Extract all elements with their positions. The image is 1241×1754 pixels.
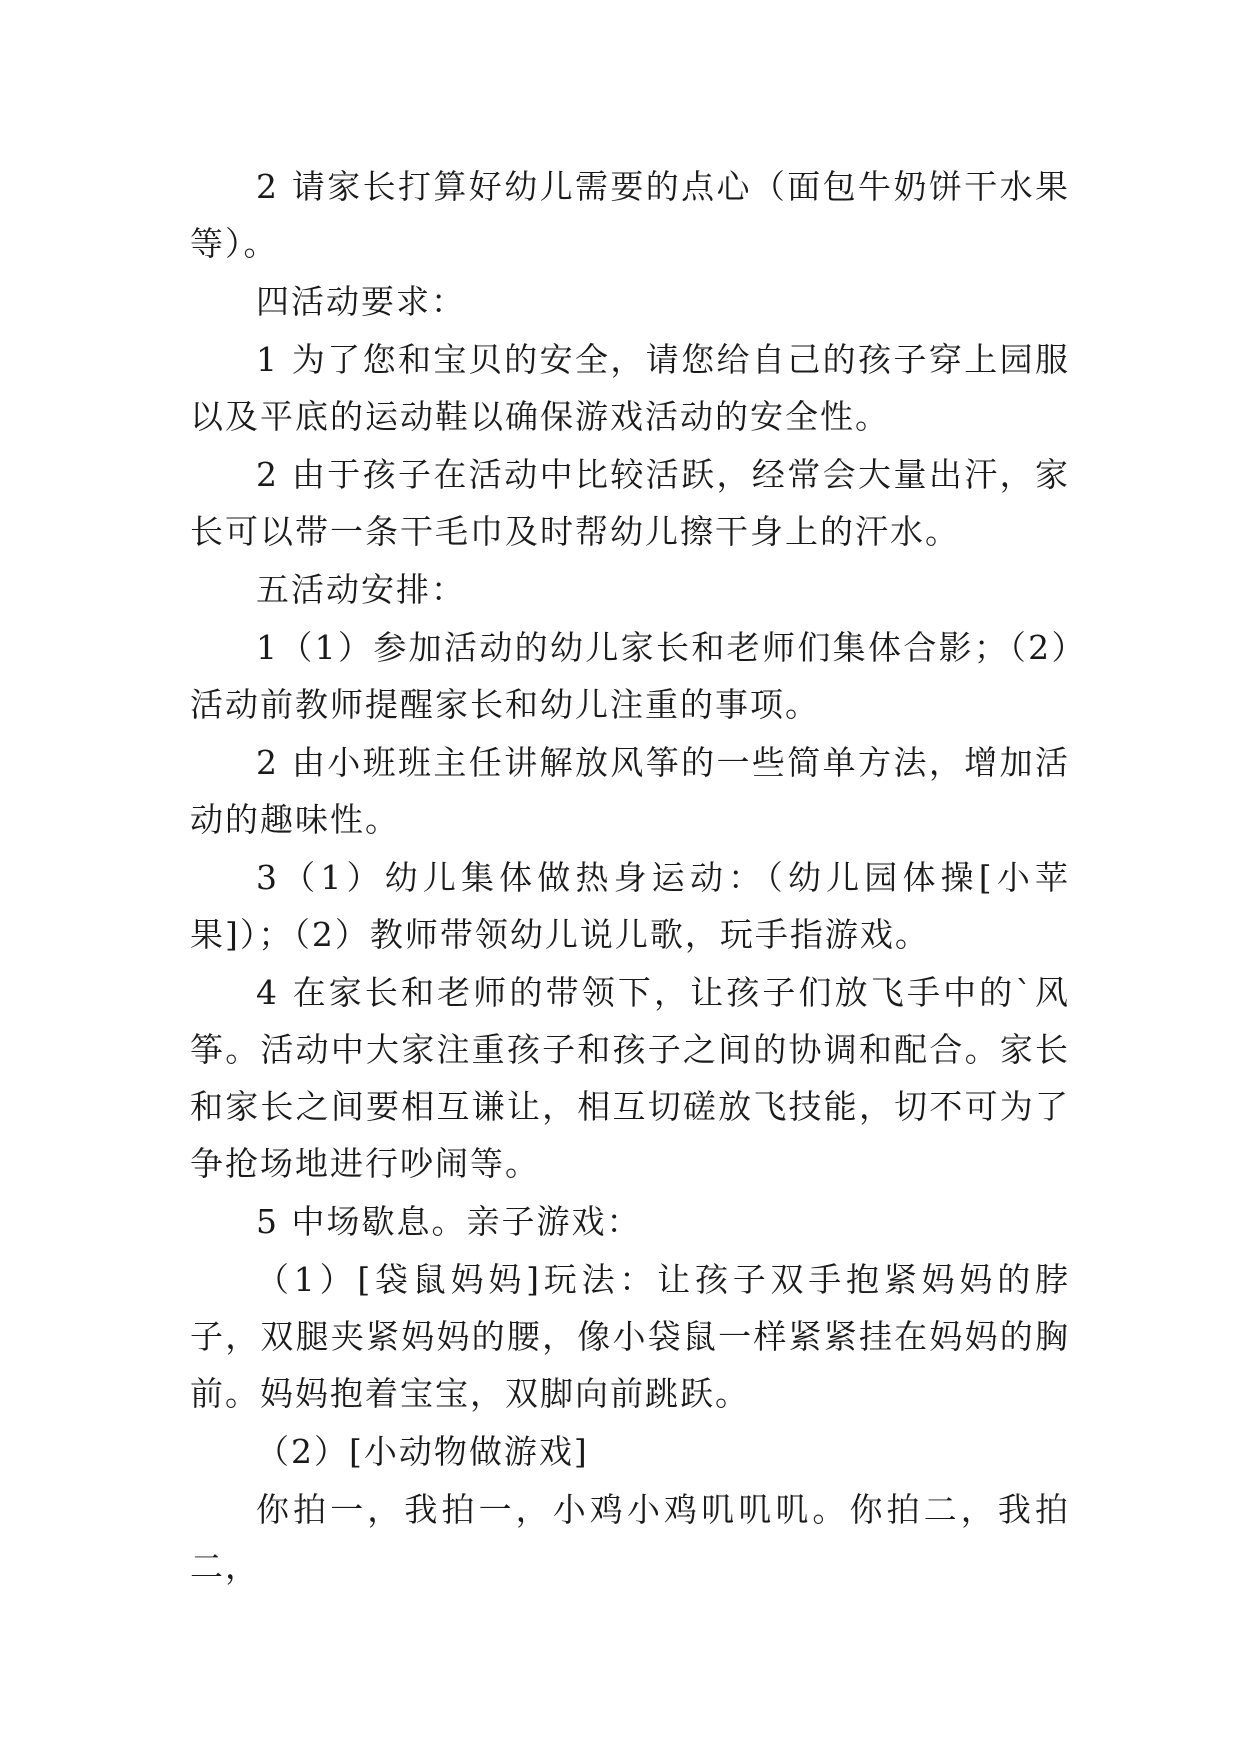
paragraph-schedule-3: 3（1）幼儿集体做热身运动：（幼儿园体操[小苹果]）；（2）教师带领幼儿说儿歌，玩手指游戏。 xyxy=(190,858,1070,954)
paragraph-schedule-1: 1（1）参加活动的幼儿家长和老师们集体合影；（2）活动前教师提醒家长和幼儿注重的事项。 xyxy=(190,628,1070,724)
paragraph-safety: 1 为了您和宝贝的安全，请您给自己的孩子穿上园服以及平底的运动鞋以确保游戏活动的安全性。 xyxy=(190,340,1070,436)
paragraph-towel: 2 由于孩子在活动中比较活跃，经常会大量出汗，家长可以带一条干毛巾及时帮幼儿擦干身上的汗水。 xyxy=(190,455,1070,551)
paragraph-snacks: 2 请家长打算好幼儿需要的点心（面包牛奶饼干水果等）。 xyxy=(190,167,1070,263)
paragraph-schedule-2: 2 由小班班主任讲解放风筝的一些简单方法，增加活动的趣味性。 xyxy=(190,743,1070,839)
paragraph-game-animals: （2）[小动物做游戏] xyxy=(256,1432,589,1471)
paragraph-schedule-5: 5 中场歇息。亲子游戏： xyxy=(256,1202,642,1241)
paragraph-schedule-4: 4 在家长和老师的带领下，让孩子们放飞手中的`风筝。活动中大家注重孩子和孩子之间的协调和配合。家长和家长之间要相互谦让，相互切磋放飞技能，切不可为了争抢场地进行吵闹等。 xyxy=(190,973,1070,1183)
section-heading-requirements: 四活动要求： xyxy=(256,282,466,321)
paragraph-rhyme: 你拍一，我拍一，小鸡小鸡叽叽叽。你拍二，我拍二， xyxy=(190,1490,1070,1586)
section-heading-schedule: 五活动安排： xyxy=(256,570,466,609)
document-body xyxy=(190,158,1070,1596)
paragraph-game-kangaroo: （1）[袋鼠妈妈]玩法：让孩子双手抱紧妈妈的脖子，双腿夹紧妈妈的腰，像小袋鼠一样紧紧挂在妈妈的胸前。妈妈抱着宝宝，双脚向前跳跃。 xyxy=(190,1260,1070,1413)
